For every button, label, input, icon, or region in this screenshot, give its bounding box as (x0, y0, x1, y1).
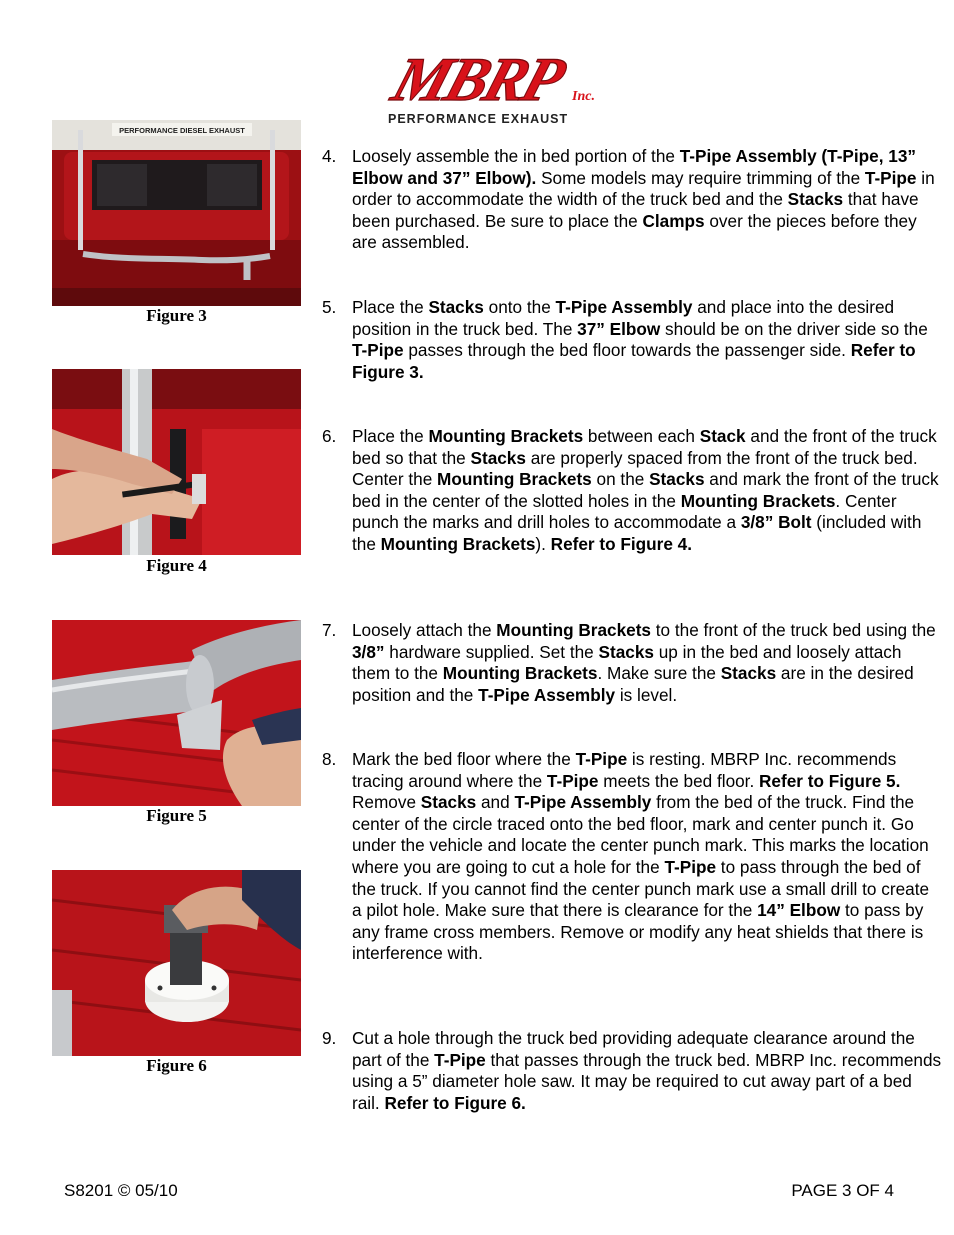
bold-term: Stacks (420, 792, 477, 813)
bold-term: Mounting Brackets (680, 490, 836, 511)
step-text-run: should be on the driver side so the (660, 318, 928, 339)
bold-term: Clamps (642, 210, 705, 231)
step-text-run: between each (583, 426, 700, 446)
bold-term: Mounting Brackets (496, 620, 651, 640)
step-text-run: on the (591, 469, 650, 490)
step-text-run: . Center punch the marks and drill holes to accommodate a (352, 490, 897, 533)
step-text-run: Remove (352, 792, 421, 813)
step-text-run: (included with the (352, 512, 922, 554)
step-text-run: from the bed of the truck. Find the center of the circle traced onto the bed floor, mark and center punch it. Go under the vehicle and locate the center punch mark. This marks the location where you are going to cut a hole for the (352, 792, 929, 877)
mbrp-logo (366, 48, 626, 128)
bold-term: Stacks (598, 641, 654, 662)
bold-term: T-Pipe (864, 167, 917, 188)
bold-term: 37” Elbow (577, 318, 661, 339)
step-text-run: ). (535, 533, 551, 554)
step-text-run: are in the desired position and the (352, 663, 914, 705)
bold-term: T-Pipe (434, 1049, 486, 1070)
logo-suffix: Inc. (572, 89, 595, 104)
step-number: 8. (322, 749, 337, 769)
bold-term: Mounting Brackets (380, 533, 536, 554)
footer-page-number: PAGE 3 OF 4 (791, 1181, 894, 1200)
step-text-run: and place into the desired position in the truck bed. The (352, 297, 895, 339)
bold-term: T-Pipe (352, 340, 404, 361)
bold-term: Refer to Figure 6. (384, 1092, 526, 1113)
step-number: 5. (322, 297, 337, 317)
bold-term: Stacks (428, 297, 484, 317)
step-number: 6. (322, 426, 337, 446)
bold-term: Stacks (787, 189, 844, 210)
bold-term: T-Pipe (546, 770, 599, 791)
bold-term: Refer to Figure 4. (550, 533, 693, 554)
step-text (352, 426, 942, 556)
bold-term: T-Pipe Assembly (T-Pipe, 13” Elbow and 37” Elbow). (352, 146, 916, 188)
step-text-run: is level. (615, 684, 678, 705)
step-text-run: up in the bed and loosely attach them to the (352, 641, 902, 684)
bold-term: T-Pipe Assembly (555, 297, 693, 317)
bold-term: Refer to Figure 5. (759, 770, 901, 791)
logo-tagline: PERFORMANCE EXHAUST (388, 112, 569, 126)
step-text-run: meets the bed floor. (598, 770, 760, 791)
step-text-run: Cut a hole through the truck bed providing adequate clearance around the part of the (352, 1028, 915, 1070)
step-text-run: to the front of the truck bed using the (651, 620, 936, 640)
figure-5-caption: Figure 5 (146, 806, 207, 825)
figure-6-photo (52, 870, 301, 1056)
footer-doc-id: S8201 © 05/10 (64, 1181, 178, 1200)
step-text (352, 749, 942, 965)
figure-4-caption: Figure 4 (146, 556, 207, 575)
step-text-run: hardware supplied. Set the (384, 641, 599, 662)
bold-term: 3/8” Bolt (740, 512, 812, 533)
step-text-run: Mark the bed floor where the (352, 749, 576, 769)
step-text-run: to pass by any frame cross members. Remove or modify any heat shields that there is interference with. (352, 900, 924, 964)
step-text-run: to pass through the bed of the truck. If you cannot find the center punch mark use a small drill to create a pilot hole. Make sure that there is clearance for the (352, 856, 930, 921)
bold-term: Mounting Brackets (442, 663, 598, 684)
step-text-run: Place the (352, 297, 429, 317)
figure-3-sign: PERFORMANCE DIESEL EXHAUST (119, 126, 245, 135)
figure-4-photo (52, 369, 301, 555)
step-number: 9. (322, 1028, 337, 1048)
step-text (352, 620, 942, 706)
bold-term: T-Pipe (575, 749, 628, 769)
bold-term: T-Pipe Assembly (514, 792, 652, 813)
bold-term: Stacks (470, 447, 526, 468)
step-text (352, 1028, 942, 1114)
figure-6-caption: Figure 6 (146, 1056, 207, 1075)
step-text-run: Loosely assemble the in bed portion of the (352, 146, 680, 166)
bold-term: Stack (699, 426, 746, 446)
step-text-run: and (476, 792, 515, 813)
bold-term: 14” Elbow (757, 900, 841, 921)
step-text-run: . Make sure the (597, 663, 721, 684)
step-text-run: over the pieces before they are assembled. (352, 210, 917, 253)
step-text-run: are properly spaced from the front of the truck bed. Center the (352, 447, 918, 490)
bold-term: Stacks (720, 663, 777, 684)
bold-term: 3/8” (352, 641, 385, 662)
bold-term: Stacks (649, 469, 705, 490)
figure-3-photo (52, 120, 301, 306)
step-text-run: passes through the bed floor towards the passenger side. (403, 340, 851, 361)
figure-5-photo (52, 620, 301, 806)
step-text-run: Loosely attach the (352, 620, 497, 640)
figure-3-caption: Figure 3 (146, 306, 207, 325)
step-text-run: in order to accommodate the width of the truck bed and the (352, 167, 935, 210)
step-text-run: onto the (483, 297, 556, 317)
step-number: 7. (322, 620, 337, 640)
bold-term: Refer to Figure 3. (352, 340, 916, 382)
step-text-run: Place the (352, 426, 429, 446)
bold-term: T-Pipe Assembly (478, 684, 616, 705)
step-text-run: that passes through the truck bed. MBRP Inc. recommends using a 5” diameter hole saw. It may be required to cut away part of a bed rail. (352, 1049, 942, 1113)
step-text-run: and the front of the truck bed so that the (352, 426, 937, 468)
bold-term: Mounting Brackets (428, 426, 584, 446)
logo-text: MBRP (384, 48, 571, 114)
step-text-run: and mark the front of the truck bed in the center of the slotted holes in the (352, 469, 939, 511)
bold-term: Mounting Brackets (437, 469, 592, 490)
step-text (352, 297, 942, 383)
step-text-run: that have been purchased. Be sure to place the (352, 189, 919, 231)
step-text-run: Some models may require trimming of the (536, 167, 865, 188)
step-text-run: is resting. MBRP Inc. recommends tracing around where the (352, 749, 897, 791)
bold-term: T-Pipe (664, 856, 717, 877)
step-number: 4. (322, 146, 337, 166)
step-text (352, 146, 942, 254)
